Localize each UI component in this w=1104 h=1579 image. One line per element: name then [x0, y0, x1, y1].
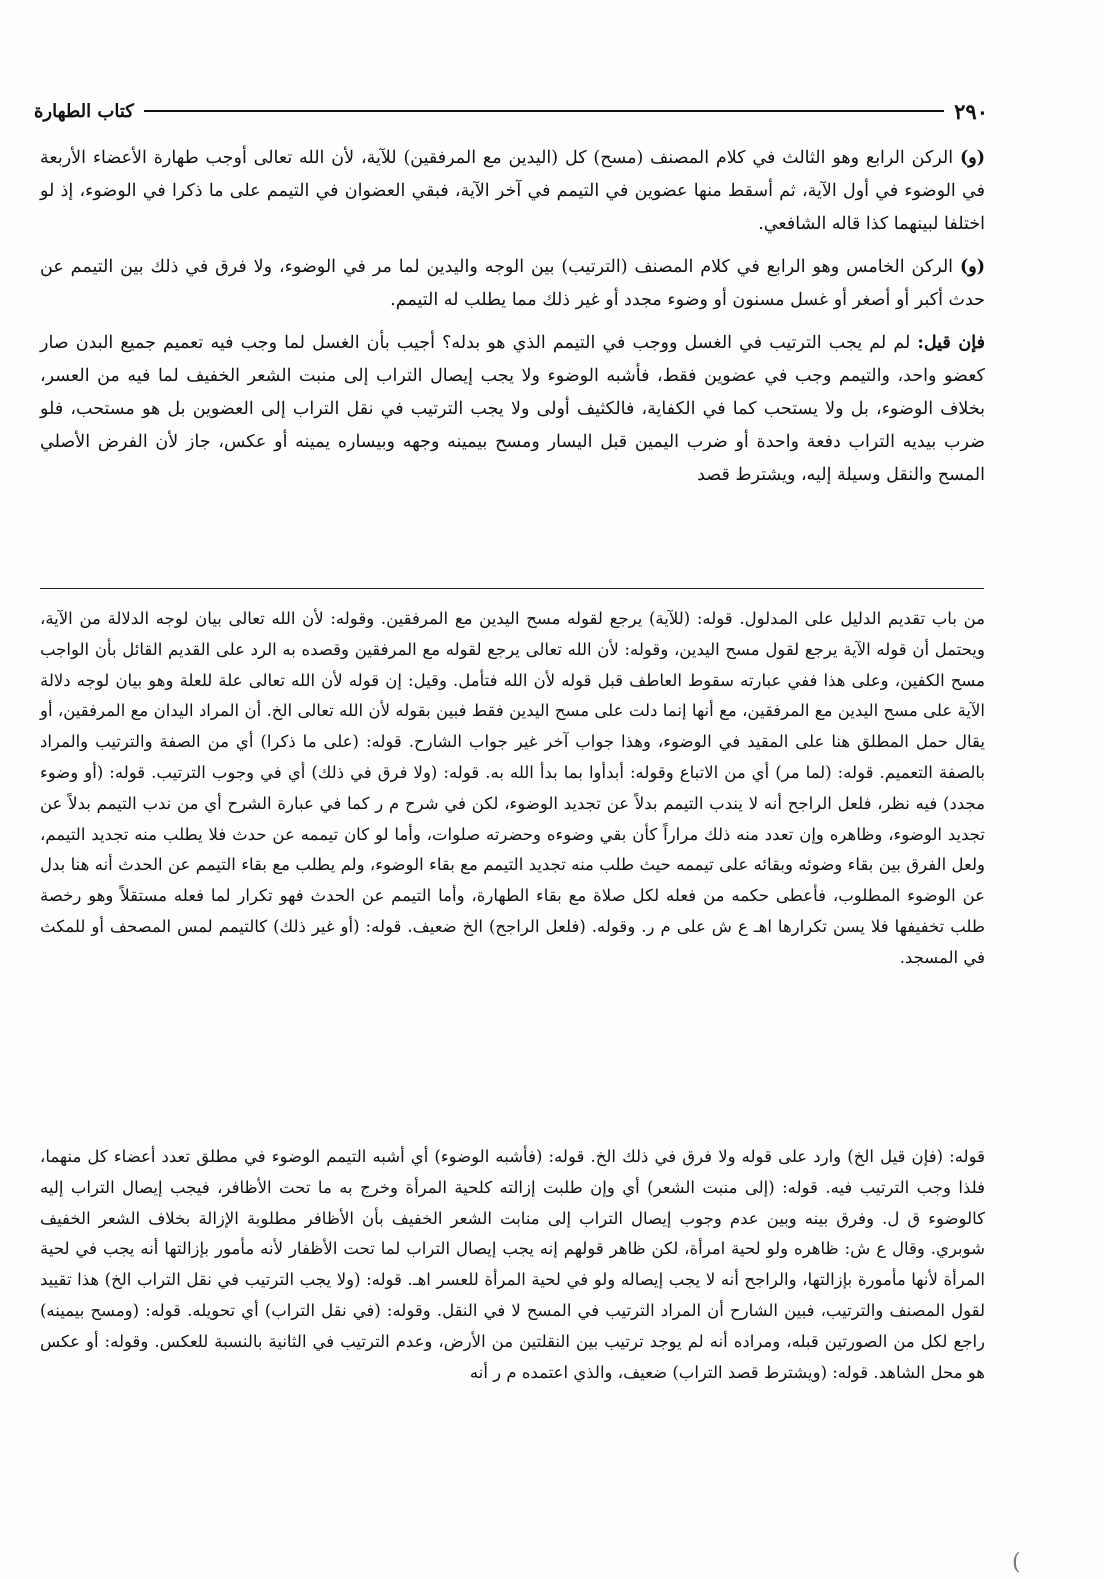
book-title: كتاب الطهارة: [34, 100, 134, 122]
footnote-block: [40, 1142, 985, 1388]
main-paragraph: [40, 251, 985, 317]
main-text: [40, 142, 985, 492]
main-paragraph: [40, 327, 985, 492]
footnote-text: من باب تقديم الدليل على المدلول. قوله: (للآية) يرجع لقوله مسح اليدين مع المرفقين. وقوله: لأن الله تعالى بيان لوجه الدلالة من الآية، ويحتمل أن قوله الآية يرجع لقول مسح اليدين، وقوله: لأن الله تعالى يرجع لقوله مع المرفقين وقصده به الرد على القديم القائل بأن الواجب مسح الكفين، وعلى هذا ففي عبارته سقوط العاطف قبل قوله لأن الله فتأمل. وقيل: إن قوله لأن الله تعالى علة للعلة وهو بيان لوجه دلالة الآية على مسح اليدين مع المرفقين، مع أنها إنما دلت على مسح اليدين فقط فبين بقوله لأن الله تعالى الخ. أن المراد اليدان مع المرفقين، أو يقال حمل المطلق هنا على المقيد في الوضوء، وهذا جواب آخر غير جواب الشارح. قوله: (على ما ذكرا) أي من الصفة والترتيب والمراد بالصفة التعميم. قوله: (لما مر) أي من الاتباع وقوله: أبدأوا بما بدأ الله به. قوله: (ولا فرق في ذلك) أي في وجوب الترتيب. قوله: (أو وضوء مجدد) فيه نظر، فلعل الراجح أنه لا يندب التيمم بدلاً عن تجديد الوضوء، لكن في شرح م ر كما في عبارة الشرح أي من ندب التيمم بدلاً عن تجديد الوضوء، وظاهره وإن تعدد منه ذلك مراراً كأن بقي وضوءه وحضرته صلوات، وأما لو كان تيممه عن حدث فلا يطلب منه تجديد التيمم، ولعل الفرق بين بقاء وضوئه وبقائه على تيممه حيث طلب منه تجديد التيمم مع بقاء الوضوء، ولم يطلب مع بقاء التيمم عن الحدث أنه هنا بدل عن الوضوء المطلوب، فأعطى حكمه من فعله لكل صلاة مع بقاء الطهارة، وأما التيمم عن الحدث فهو تكرار لما فعله مستقلاً وهو رخصة طلب تخفيفها فلا يسن تكرارها اهـ ع ش على م ر. وقوله. (فلعل الراجح) الخ ضعيف. قوله: (أو غير ذلك) كالتيمم لمس المصحف أو للمكث في المسجد.: [40, 609, 985, 967]
footnote-text: قوله: (فإن قيل الخ) وارد على قوله ولا فرق في ذلك الخ. قوله: (فأشبه الوضوء) أي أشبه التيمم الوضوء في مطلق تعدد أعضاء كل منهما، فلذا وجب الترتيب فيه. قوله: (إلى منبت الشعر) أي وإن طلبت إزالته كلحية المرأة وخرج به ما تحت الأظافر، فيجب إيصال التراب إليه كالوضوء ق ل. وفرق بينه وبين عدم وجوب إيصال التراب إلى منابت الشعر الخفيف بأن الأظافر مطلوبة الإزالة بخلاف الشعر الخفيف شوبري. وقال ع ش: ظاهره ولو لحية امرأة، لكن ظاهر قولهم إنه يجب إيصال التراب لما تحت الأظفار لأنه مأمور بإزالتها أنه يجب في لحية المرأة لأنها مأمورة بإزالتها، والراجح أنه لا يجب إيصاله ولو في لحية المرأة للعسر اهـ. قوله: (ولا يجب الترتيب في نقل التراب الخ) هذا تقييد لقول المصنف والترتيب، فبين الشارح أن المراد الترتيب في المسح لا في النقل. وقوله: (في نقل التراب) أي تحويله. قوله: (ومسح بيمينه) راجع لكل من الصورتين قبله، ومراده أنه لم يوجد ترتيب بين النقلتين من الأرض، وعدم الترتيب في الثانية بالنسبة للعكس. وقوله: أو عكس هو محل الشاهد. قوله: (ويشترط قصد التراب) ضعيف، والذي اعتمده م ر أنه: [40, 1147, 985, 1382]
paragraph-lead: (و): [959, 257, 985, 277]
scan-bracket-mark: ): [1012, 1550, 1021, 1575]
footnote-block: [40, 604, 985, 974]
header-rule: [144, 110, 944, 112]
running-header: [34, 96, 988, 126]
paragraph-text: لم لم يجب الترتيب في الغسل ووجب في التيمم الذي هو بدله؟ أجيب بأن الغسل لما وجب فيه تعميم جميع البدن صار كعضو واحد، والتيمم وجب في عضوين فقط، فأشبه الوضوء ولا يجب إيصال التراب إلى منبت الشعر الخفيف لما فيه من العسر، بخلاف الوضوء، بل ولا يستحب كما في الكفاية، فالكثيف أولى ولا يجب الترتيب في نقل التراب إلى العضوين بل هو مستحب، فلو ضرب بيديه التراب دفعة واحدة أو ضرب اليمين قبل اليسار ومسح بيمينه وجهه وبيساره يمينه أو عكس، جاز لأن الفرض الأصلي المسح والنقل وسيلة إليه، ويشترط قصد: [40, 333, 985, 485]
page-number: ٢٩٠: [954, 98, 988, 124]
paragraph-lead: (و): [959, 148, 985, 168]
footnote-divider: [40, 588, 984, 589]
paragraph-lead: فإن قيل:: [917, 333, 985, 353]
paragraph-text: الركن الخامس وهو الرابع في كلام المصنف (الترتيب) بين الوجه واليدين لما مر في الوضوء، ولا فرق في ذلك بين التيمم عن حدث أكبر أو أصغر أو غسل مسنون أو وضوء مجدد أو غير ذلك مما يطلب له التيمم.: [40, 257, 985, 310]
paragraph-text: الركن الرابع وهو الثالث في كلام المصنف (مسح) كل (اليدين مع المرفقين) للآية، لأن الله تعالى أوجب طهارة الأعضاء الأربعة في الوضوء في أول الآية، ثم أسقط منها عضوين في التيمم في آخر الآية، فبقي العضوان في التيمم على ما ذكرا في الوضوء، إذ لو اختلفا لبينهما كذا قاله الشافعي.: [40, 148, 985, 234]
main-paragraph: [40, 142, 985, 241]
